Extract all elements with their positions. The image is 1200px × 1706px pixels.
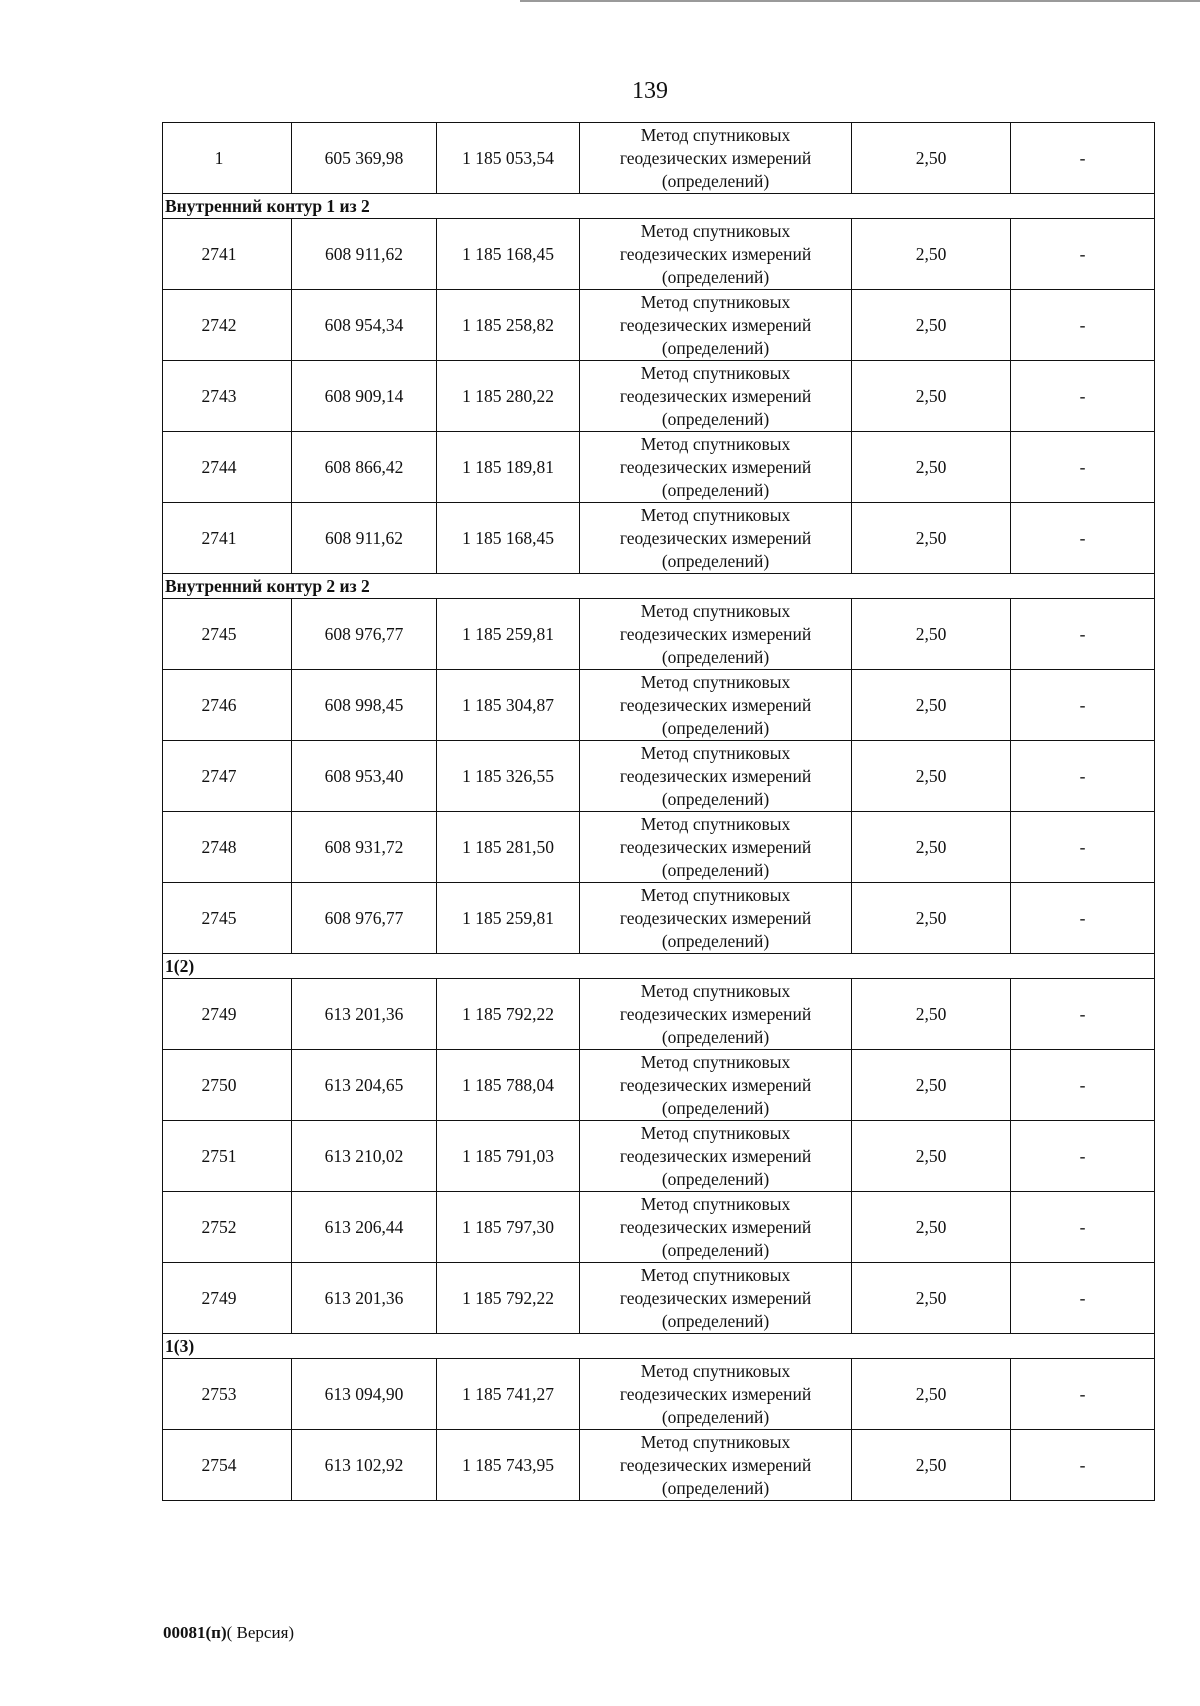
note-cell: - [1011,1192,1155,1263]
method-line: геодезических измерений [619,147,812,168]
x-coordinate-cell: 613 094,90 [292,1359,437,1430]
method-line: геодезических измерений [619,623,812,644]
table-row [163,123,1155,194]
y-coordinate-cell: 1 185 326,55 [437,741,580,812]
method-line: Метод спутниковых [640,504,791,525]
accuracy-cell: 2,50 [852,123,1011,194]
note-cell: - [1011,599,1155,670]
method-line: (определений) [661,1168,770,1189]
point-number-cell: 1 [163,123,292,194]
method-line: геодезических измерений [619,1287,812,1308]
point-number-cell: 2748 [163,812,292,883]
method-line: геодезических измерений [619,456,812,477]
method-line: Метод спутниковых [640,1360,791,1381]
method-line: Метод спутниковых [640,1122,791,1143]
table-row [163,1359,1155,1430]
y-coordinate-cell: 1 185 168,45 [437,219,580,290]
y-coordinate-cell: 1 185 189,81 [437,432,580,503]
coordinates-table-body [163,123,1155,1501]
table-row [163,599,1155,670]
method-line: (определений) [661,646,770,667]
section-label: 1(2) [163,954,1155,979]
point-number-cell: 2750 [163,1050,292,1121]
table-row [163,361,1155,432]
method-line: геодезических измерений [619,907,812,928]
point-number-cell: 2743 [163,361,292,432]
y-coordinate-cell: 1 185 741,27 [437,1359,580,1430]
point-number-cell: 2749 [163,979,292,1050]
method-cell [580,979,852,1050]
method-cell [580,670,852,741]
method-line: (определений) [661,170,770,191]
x-coordinate-cell: 608 931,72 [292,812,437,883]
method-cell [580,1192,852,1263]
note-cell: - [1011,1359,1155,1430]
method-line: (определений) [661,550,770,571]
note-cell: - [1011,1121,1155,1192]
method-line: (определений) [661,1239,770,1260]
method-line: геодезических измерений [619,314,812,335]
table-row [163,812,1155,883]
x-coordinate-cell: 613 102,92 [292,1430,437,1501]
table-row [163,741,1155,812]
method-line: Метод спутниковых [640,813,791,834]
x-coordinate-cell: 608 953,40 [292,741,437,812]
note-cell: - [1011,979,1155,1050]
x-coordinate-cell: 613 201,36 [292,1263,437,1334]
accuracy-cell: 2,50 [852,290,1011,361]
method-line: геодезических измерений [619,1383,812,1404]
point-number-cell: 2746 [163,670,292,741]
method-line: (определений) [661,788,770,809]
section-header-row [163,1334,1155,1359]
x-coordinate-cell: 608 998,45 [292,670,437,741]
point-number-cell: 2741 [163,219,292,290]
method-line: геодезических измерений [619,243,812,264]
scan-edge-line [520,0,1200,2]
method-line: Метод спутниковых [640,1193,791,1214]
note-cell: - [1011,290,1155,361]
note-cell: - [1011,503,1155,574]
coordinates-table [162,122,1155,1501]
section-header-row [163,194,1155,219]
footer-code: 00081(п) [163,1623,227,1642]
method-line: (определений) [661,930,770,951]
method-cell [580,361,852,432]
method-line: (определений) [661,1310,770,1331]
method-line: геодезических измерений [619,385,812,406]
note-cell: - [1011,812,1155,883]
method-cell [580,219,852,290]
method-line: геодезических измерений [619,836,812,857]
accuracy-cell: 2,50 [852,361,1011,432]
y-coordinate-cell: 1 185 259,81 [437,883,580,954]
section-label: Внутренний контур 2 из 2 [163,574,1155,599]
table-row [163,1121,1155,1192]
method-line: Метод спутниковых [640,1431,791,1452]
y-coordinate-cell: 1 185 791,03 [437,1121,580,1192]
method-line: геодезических измерений [619,1216,812,1237]
table-row [163,1430,1155,1501]
method-line: Метод спутниковых [640,291,791,312]
method-line: (определений) [661,408,770,429]
method-line: (определений) [661,859,770,880]
x-coordinate-cell: 613 204,65 [292,1050,437,1121]
note-cell: - [1011,219,1155,290]
method-line: (определений) [661,1477,770,1498]
x-coordinate-cell: 608 911,62 [292,503,437,574]
section-label: 1(3) [163,1334,1155,1359]
point-number-cell: 2745 [163,883,292,954]
method-cell [580,432,852,503]
table-row [163,503,1155,574]
table-row [163,883,1155,954]
point-number-cell: 2751 [163,1121,292,1192]
footer-form-code [163,1623,294,1643]
x-coordinate-cell: 608 911,62 [292,219,437,290]
table-row [163,1263,1155,1334]
x-coordinate-cell: 608 954,34 [292,290,437,361]
method-line: (определений) [661,1026,770,1047]
method-cell [580,812,852,883]
page-number: 139 [632,78,668,104]
method-cell [580,741,852,812]
accuracy-cell: 2,50 [852,599,1011,670]
method-line: Метод спутниковых [640,980,791,1001]
y-coordinate-cell: 1 185 797,30 [437,1192,580,1263]
x-coordinate-cell: 608 976,77 [292,599,437,670]
method-line: (определений) [661,1406,770,1427]
method-line: Метод спутниковых [640,884,791,905]
method-cell [580,1430,852,1501]
table-row [163,1050,1155,1121]
x-coordinate-cell: 613 201,36 [292,979,437,1050]
y-coordinate-cell: 1 185 168,45 [437,503,580,574]
method-line: Метод спутниковых [640,600,791,621]
method-cell [580,1050,852,1121]
table-row [163,290,1155,361]
table-row [163,219,1155,290]
method-line: (определений) [661,717,770,738]
accuracy-cell: 2,50 [852,741,1011,812]
method-cell [580,883,852,954]
accuracy-cell: 2,50 [852,1050,1011,1121]
method-cell [580,1121,852,1192]
accuracy-cell: 2,50 [852,883,1011,954]
accuracy-cell: 2,50 [852,219,1011,290]
y-coordinate-cell: 1 185 281,50 [437,812,580,883]
x-coordinate-cell: 608 976,77 [292,883,437,954]
point-number-cell: 2747 [163,741,292,812]
point-number-cell: 2741 [163,503,292,574]
method-line: (определений) [661,337,770,358]
y-coordinate-cell: 1 185 788,04 [437,1050,580,1121]
y-coordinate-cell: 1 185 258,82 [437,290,580,361]
table-row [163,432,1155,503]
method-line: Метод спутниковых [640,742,791,763]
accuracy-cell: 2,50 [852,432,1011,503]
accuracy-cell: 2,50 [852,670,1011,741]
y-coordinate-cell: 1 185 743,95 [437,1430,580,1501]
table-row [163,670,1155,741]
accuracy-cell: 2,50 [852,1192,1011,1263]
section-label: Внутренний контур 1 из 2 [163,194,1155,219]
method-cell [580,123,852,194]
method-line: Метод спутниковых [640,433,791,454]
accuracy-cell: 2,50 [852,1263,1011,1334]
y-coordinate-cell: 1 185 053,54 [437,123,580,194]
method-line: Метод спутниковых [640,671,791,692]
accuracy-cell: 2,50 [852,1430,1011,1501]
method-line: геодезических измерений [619,694,812,715]
method-line: (определений) [661,479,770,500]
note-cell: - [1011,1263,1155,1334]
method-cell [580,503,852,574]
note-cell: - [1011,883,1155,954]
table-row [163,979,1155,1050]
note-cell: - [1011,741,1155,812]
method-line: Метод спутниковых [640,362,791,383]
y-coordinate-cell: 1 185 259,81 [437,599,580,670]
note-cell: - [1011,123,1155,194]
section-header-row [163,954,1155,979]
accuracy-cell: 2,50 [852,503,1011,574]
accuracy-cell: 2,50 [852,1121,1011,1192]
y-coordinate-cell: 1 185 792,22 [437,979,580,1050]
method-line: (определений) [661,266,770,287]
x-coordinate-cell: 608 866,42 [292,432,437,503]
x-coordinate-cell: 605 369,98 [292,123,437,194]
accuracy-cell: 2,50 [852,1359,1011,1430]
note-cell: - [1011,670,1155,741]
section-header-row [163,574,1155,599]
note-cell: - [1011,361,1155,432]
method-line: геодезических измерений [619,1074,812,1095]
point-number-cell: 2742 [163,290,292,361]
accuracy-cell: 2,50 [852,979,1011,1050]
method-line: Метод спутниковых [640,124,791,145]
method-line: геодезических измерений [619,1003,812,1024]
y-coordinate-cell: 1 185 280,22 [437,361,580,432]
point-number-cell: 2754 [163,1430,292,1501]
y-coordinate-cell: 1 185 792,22 [437,1263,580,1334]
method-line: геодезических измерений [619,765,812,786]
footer-version: ( Версия) [226,1623,295,1642]
method-line: (определений) [661,1097,770,1118]
note-cell: - [1011,1050,1155,1121]
table-row [163,1192,1155,1263]
y-coordinate-cell: 1 185 304,87 [437,670,580,741]
point-number-cell: 2749 [163,1263,292,1334]
point-number-cell: 2744 [163,432,292,503]
method-cell [580,599,852,670]
method-line: геодезических измерений [619,1145,812,1166]
point-number-cell: 2753 [163,1359,292,1430]
accuracy-cell: 2,50 [852,812,1011,883]
x-coordinate-cell: 608 909,14 [292,361,437,432]
point-number-cell: 2745 [163,599,292,670]
note-cell: - [1011,432,1155,503]
note-cell: - [1011,1430,1155,1501]
method-cell [580,290,852,361]
method-line: геодезических измерений [619,1454,812,1475]
method-line: Метод спутниковых [640,1051,791,1072]
method-line: Метод спутниковых [640,220,791,241]
x-coordinate-cell: 613 206,44 [292,1192,437,1263]
method-cell [580,1359,852,1430]
method-line: геодезических измерений [619,527,812,548]
method-line: Метод спутниковых [640,1264,791,1285]
point-number-cell: 2752 [163,1192,292,1263]
method-cell [580,1263,852,1334]
x-coordinate-cell: 613 210,02 [292,1121,437,1192]
